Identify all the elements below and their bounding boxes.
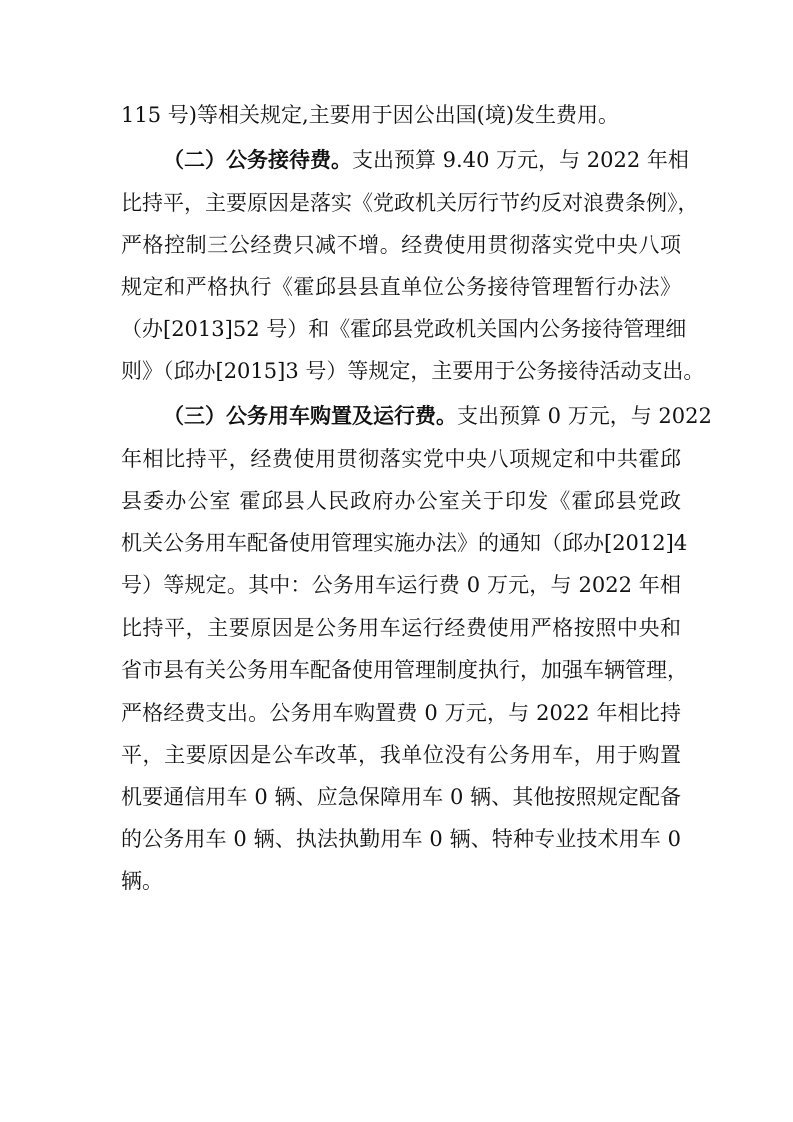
- line-text: 支出预算 0 万元，与 2022: [457, 404, 712, 428]
- line-text: 比持平，主要原因是公务用车运行经费使用严格按照中央和: [121, 616, 681, 640]
- line-text: 机要通信用车 0 辆、应急保障用车 0 辆、其他按照规定配备: [121, 785, 681, 809]
- line-text: 平，主要原因是公车改革，我单位没有公务用车，用于购置: [121, 743, 681, 767]
- line-text: 县委办公室 霍邱县人民政府办公室关于印发《霍邱县党政: [121, 489, 681, 513]
- paragraph-line: [121, 272, 681, 302]
- paragraph-line: [121, 866, 681, 896]
- line-text: 则》（邱办[2015]3 号）等规定，主要用于公务接待活动支出。: [121, 359, 705, 383]
- paragraph-line: [121, 655, 688, 685]
- line-text: 严格经费支出。公务用车购置费 0 万元，与 2022 年相比持: [121, 701, 681, 725]
- line-text: 年相比持平，经费使用贯彻落实党中央八项规定和中共霍邱: [121, 447, 681, 471]
- paragraph-line: [121, 528, 688, 558]
- line-text: 严格控制三公经费只减不增。经费使用贯彻落实党中央八项: [121, 233, 681, 257]
- line-text: 省市县有关公务用车配备使用管理制度执行，加强车辆管理，: [121, 658, 688, 682]
- line-text: 机关公务用车配备使用管理实施办法》的通知（邱办[2012]4: [121, 531, 688, 555]
- paragraph-line: [121, 613, 681, 643]
- section-heading-line: [163, 401, 712, 431]
- paragraph-line: [121, 486, 681, 516]
- paragraph-line: [121, 444, 681, 474]
- line-text: 辆。: [121, 869, 163, 893]
- line-text: 的公务用车 0 辆、执法执勤用车 0 辆、特种专业技术用车 0: [121, 827, 681, 851]
- line-text: 支出预算 9.40 万元，与 2022 年相: [352, 148, 689, 172]
- section-heading-line: [163, 145, 689, 175]
- paragraph-line: [121, 314, 687, 344]
- line-text: 规定和严格执行《霍邱县县直单位公务接待管理暂行办法》: [121, 275, 681, 299]
- paragraph-line: [121, 230, 681, 260]
- paragraph-line: [121, 100, 681, 130]
- paragraph-line: [121, 698, 681, 728]
- line-text: 115 号)等相关规定,主要用于因公出国(境)发生费用。: [121, 103, 620, 127]
- section-heading-vehicles: （三）公务用车购置及运行费。: [163, 403, 457, 428]
- paragraph-line: [121, 188, 699, 218]
- paragraph-line: [121, 824, 681, 854]
- line-text: （办[2013]52 号）和《霍邱县党政机关国内公务接待管理细: [121, 317, 687, 341]
- line-text: 比持平，主要原因是落实《党政机关厉行节约反对浪费条例》，: [121, 191, 699, 215]
- paragraph-line: [121, 570, 681, 600]
- line-text: 号）等规定。其中：公务用车运行费 0 万元，与 2022 年相: [121, 573, 681, 597]
- paragraph-line: [121, 740, 681, 770]
- paragraph-line: [121, 782, 681, 812]
- paragraph-line: [121, 356, 705, 386]
- section-heading-reception: （二）公务接待费。: [163, 147, 352, 172]
